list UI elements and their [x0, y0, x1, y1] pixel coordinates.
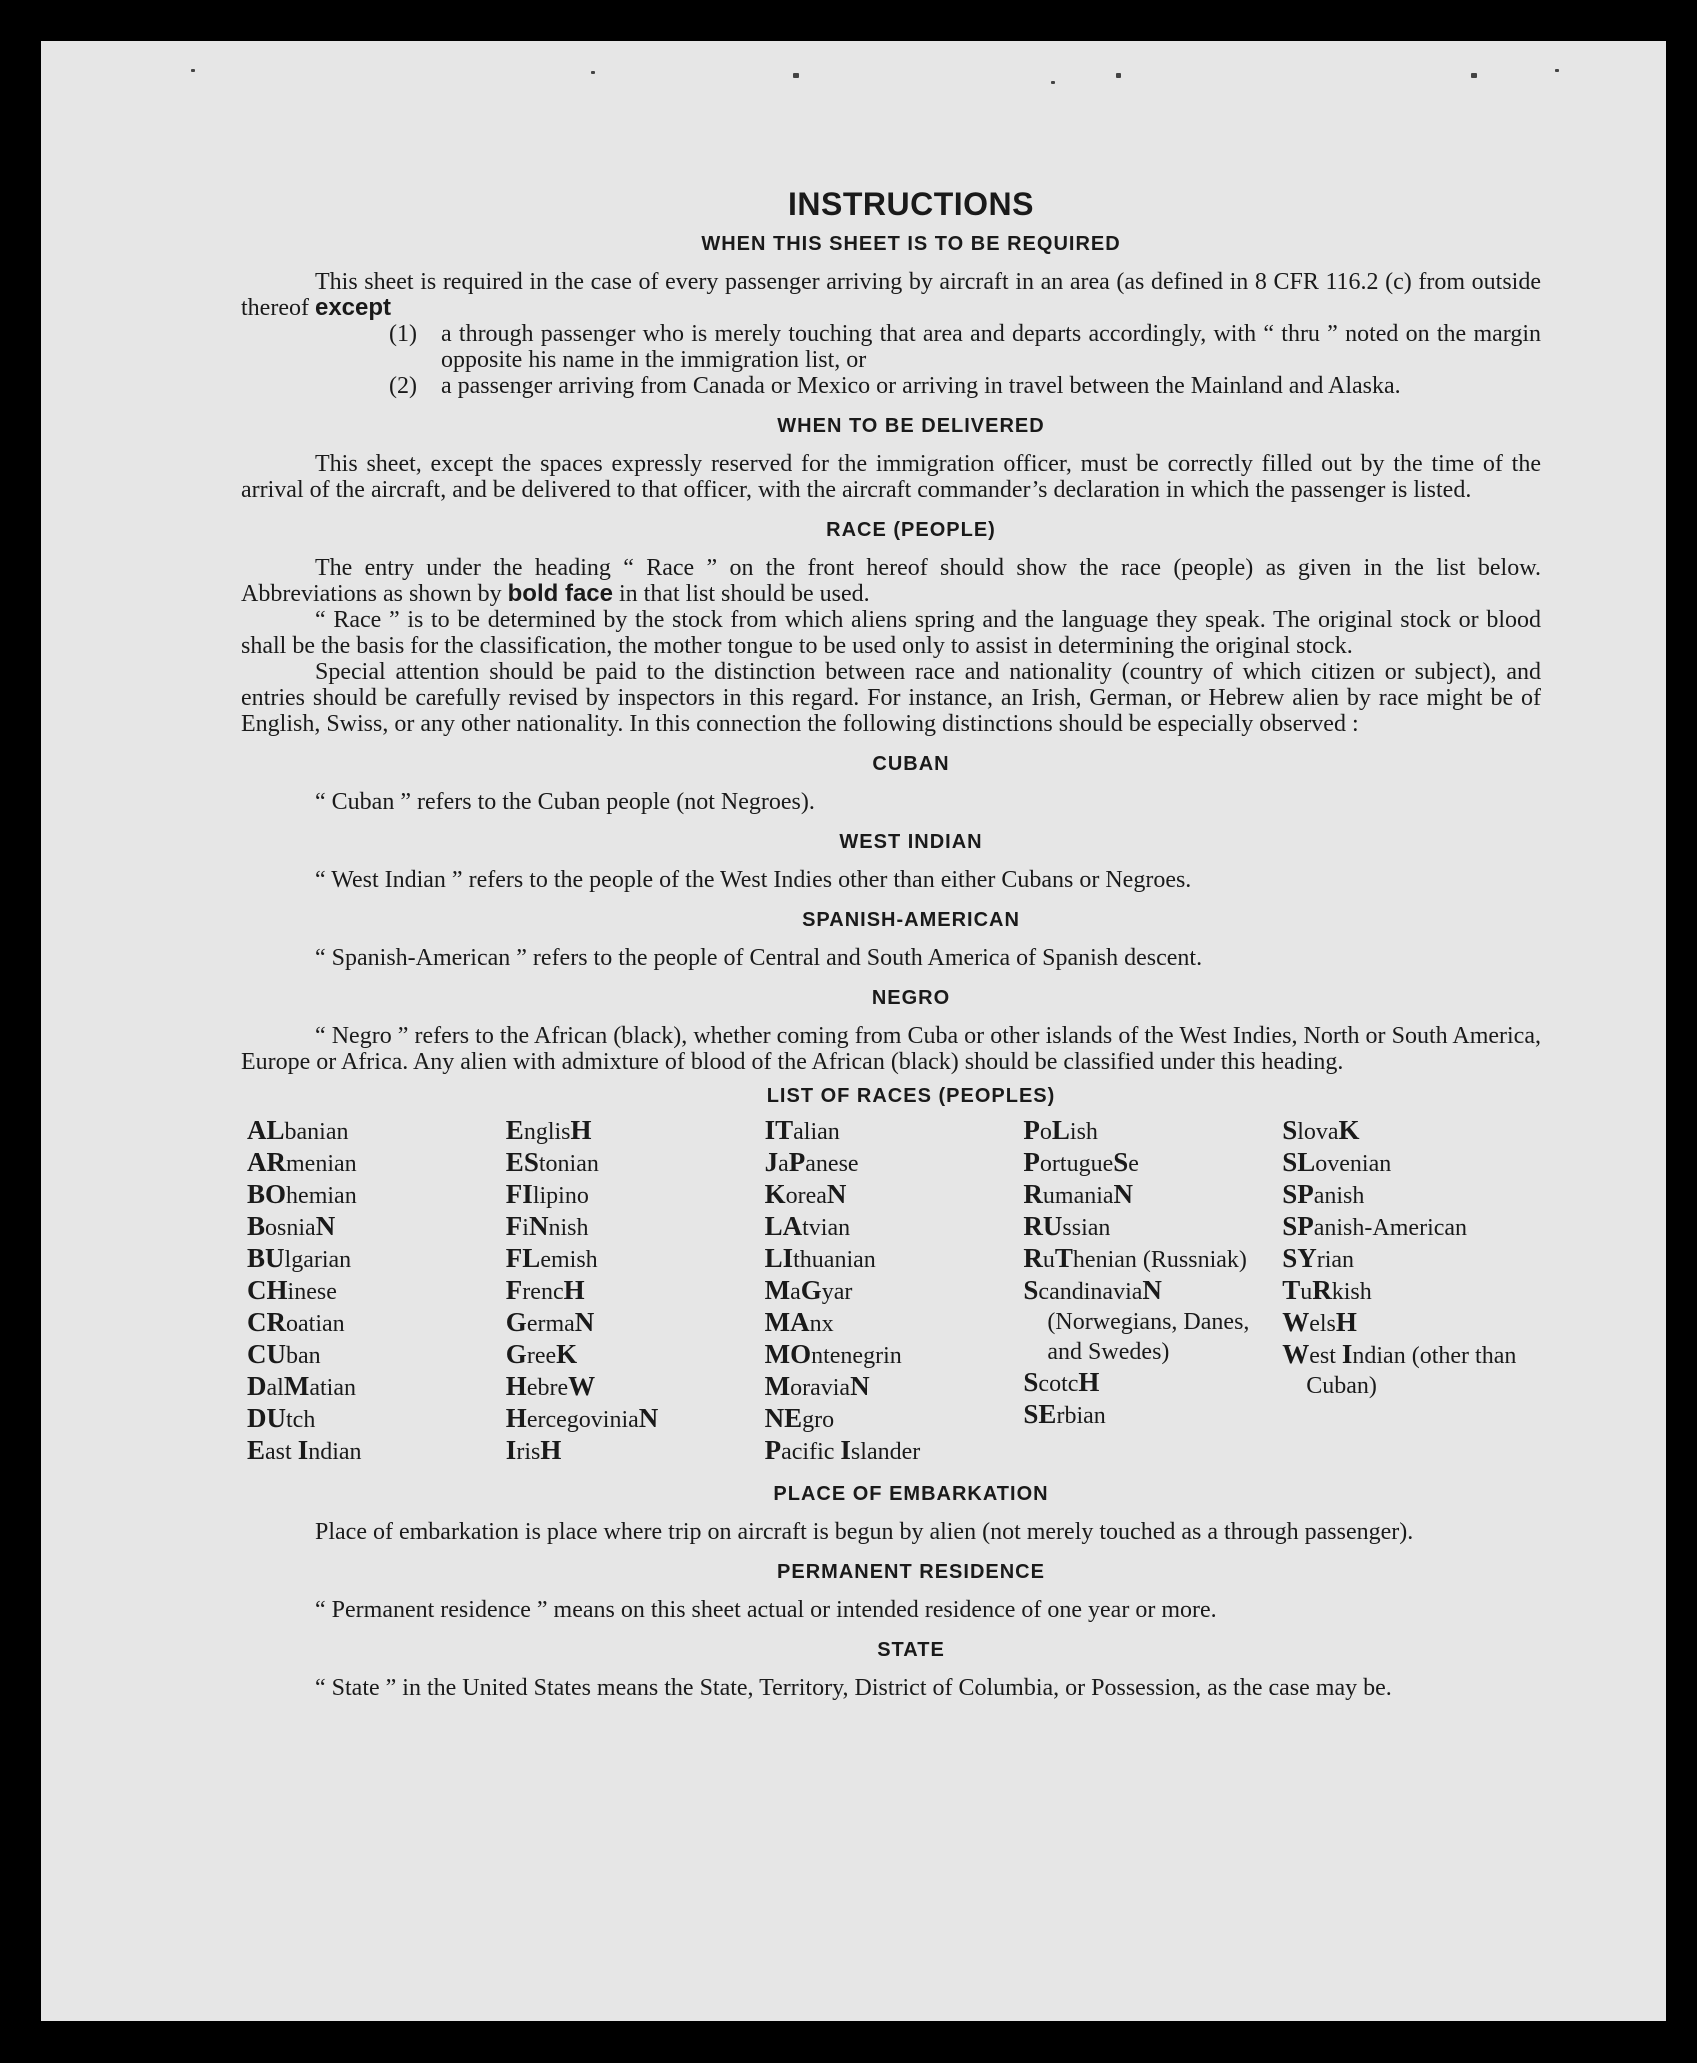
- race-entry: ARmenian: [247, 1147, 357, 1177]
- required-except: except: [314, 294, 392, 321]
- race-entry: KoreaN: [764, 1179, 847, 1209]
- heading-delivered: WHEN TO BE DELIVERED: [777, 415, 1045, 437]
- race-p1-b: in that list should be used.: [619, 581, 870, 607]
- exception-item-1: [389, 321, 1541, 373]
- race-entry: FLemish: [505, 1243, 598, 1273]
- race-entry: DUtch: [247, 1403, 316, 1433]
- race-entry: FrencH: [505, 1275, 585, 1305]
- paragraph-negro: “ Negro ” refers to the African (black), whether coming from Cuba or other islands of the West Indies, North or South America, Europe or Africa. Any alien with admixture of blood of the African (black) should be classified under this heading.: [241, 1023, 1541, 1075]
- race-entry: GreeK: [505, 1339, 578, 1369]
- heading-state: STATE: [877, 1639, 945, 1661]
- heading-cuban: CUBAN: [872, 753, 950, 775]
- race-entry: EStonian: [505, 1147, 599, 1177]
- race-entry: NEgro: [764, 1403, 835, 1433]
- exception-number: (2): [389, 373, 417, 399]
- scan-speck: [1116, 73, 1121, 78]
- race-entry: RumaniaN: [1023, 1179, 1134, 1209]
- paragraph-residence: “ Permanent residence ” means on this sheet actual or intended residence of one year or more.: [315, 1597, 1217, 1623]
- race-entry: BosniaN: [247, 1211, 336, 1241]
- race-entry: FIlipino: [505, 1179, 589, 1209]
- race-entry: RUssian: [1023, 1211, 1111, 1241]
- paragraph-embarkation: Place of embarkation is place where trip on aircraft is begun by alien (not merely touched as a through passenger).: [315, 1519, 1414, 1545]
- race-entry: PoLish: [1023, 1115, 1098, 1145]
- paragraph-state: “ State ” in the United States means the State, Territory, District of Columbia, or Possession, as the case may be.: [315, 1675, 1392, 1701]
- exception-item-2: [389, 373, 1541, 399]
- race-entry: HebreW: [505, 1371, 596, 1401]
- scan-speck: [1555, 69, 1559, 72]
- paragraph-west-indian: “ West Indian ” refers to the people of the West Indies other than either Cubans or Negroes.: [315, 867, 1192, 893]
- race-entry: MaGyar: [764, 1275, 853, 1305]
- race-entry: MOntenegrin: [764, 1339, 902, 1369]
- exception-text: a through passenger who is merely touching that area and departs accordingly, with “ thru ” noted on the margin opposite his name in the immigration list, or: [441, 321, 1541, 373]
- race-entry: East Indian: [247, 1435, 362, 1465]
- race-entry: DalMatian: [247, 1371, 356, 1401]
- paragraph-required: [241, 269, 1541, 321]
- race-column: [765, 1115, 1024, 1467]
- race-entry: MoraviaN: [764, 1371, 870, 1401]
- race-entry: SPanish-American: [1282, 1211, 1468, 1241]
- race-entry: BUlgarian: [247, 1243, 352, 1273]
- heading-embarkation: PLACE OF EMBARKATION: [773, 1483, 1049, 1505]
- race-p1-a: The entry under the heading “ Race ” on the front hereof should show the race (people) as given in the list below. Abbreviations as shown by: [241, 555, 1541, 607]
- race-entry: WelsH: [1282, 1307, 1357, 1337]
- race-entry: LAtvian: [764, 1211, 851, 1241]
- paragraph-spanish-american: “ Spanish-American ” refers to the people of Central and South America of Spanish descent.: [315, 945, 1203, 971]
- heading-west-indian: WEST INDIAN: [839, 831, 983, 853]
- scan-speck: [191, 69, 195, 72]
- scan-speck: [793, 73, 799, 78]
- paragraph-race-1: [241, 555, 1541, 607]
- race-entry: HercegoviniaN: [505, 1403, 659, 1433]
- race-entry: TuRkish: [1282, 1275, 1372, 1305]
- page-title: INSTRUCTIONS: [788, 186, 1034, 222]
- race-entry: PortugueSe: [1023, 1147, 1139, 1177]
- race-entry: SErbian: [1023, 1399, 1106, 1429]
- paragraph-delivered: This sheet, except the spaces expressly reserved for the immigration officer, must be correctly filled out by the time of the arrival of the aircraft, and be delivered to that officer, with the aircraft commander’s declaration in which the passenger is listed.: [241, 451, 1541, 503]
- race-entry: ScandinaviaN (Norwegians, Danes, and Swedes): [1023, 1275, 1250, 1365]
- race-entry: GermaN: [505, 1307, 595, 1337]
- scan-speck: [591, 71, 595, 74]
- race-entry: JaPanese: [764, 1147, 859, 1177]
- race-entry: West Indian (other than Cuban): [1282, 1339, 1517, 1399]
- race-entry: EnglisH: [505, 1115, 592, 1145]
- exception-text: a passenger arriving from Canada or Mexico or arriving in travel between the Mainland and Alaska.: [441, 373, 1401, 399]
- heading-residence: PERMANENT RESIDENCE: [777, 1561, 1045, 1583]
- heading-spanish-american: SPANISH-AMERICAN: [802, 909, 1020, 931]
- race-column: [506, 1115, 765, 1467]
- race-entry: ALbanian: [247, 1115, 349, 1145]
- scan-speck: [1051, 81, 1055, 84]
- race-entry: Pacific Islander: [764, 1435, 921, 1465]
- race-entry: SLovenian: [1282, 1147, 1392, 1177]
- race-entry: SPanish: [1282, 1179, 1365, 1209]
- race-entry: CHinese: [247, 1275, 337, 1305]
- heading-required: WHEN THIS SHEET IS TO BE REQUIRED: [701, 233, 1121, 255]
- paragraph-race-2: “ Race ” is to be determined by the stock from which aliens spring and the language they speak. The original stock or blood shall be the basis for the classification, the mother tongue to be used only to assist in determining the original stock.: [241, 607, 1541, 659]
- heading-race: RACE (PEOPLE): [826, 519, 996, 541]
- race-entry: RuThenian (Russniak): [1023, 1243, 1247, 1273]
- race-entry: SlovaK: [1282, 1115, 1360, 1145]
- race-column: [1023, 1115, 1282, 1467]
- race-entry: MAnx: [764, 1307, 834, 1337]
- heading-list-of-races: LIST OF RACES (PEOPLES): [766, 1085, 1056, 1107]
- race-entry: CRoatian: [247, 1307, 345, 1337]
- document-page: [41, 41, 1666, 2021]
- exception-number: (1): [389, 321, 417, 347]
- required-intro: This sheet is required in the case of every passenger arriving by aircraft in an area (as defined in 8 CFR 116.2 (c) from outside thereof: [241, 269, 1541, 321]
- race-entry: LIthuanian: [764, 1243, 876, 1273]
- race-entry: ITalian: [764, 1115, 840, 1145]
- race-column: [247, 1115, 506, 1467]
- race-entry: ScotcH: [1023, 1367, 1100, 1397]
- race-entry: FiNnish: [505, 1211, 589, 1241]
- race-p1-bold: bold face: [507, 580, 613, 607]
- race-entry: SYrian: [1282, 1243, 1355, 1273]
- race-list: [247, 1115, 1541, 1467]
- paragraph-race-3: Special attention should be paid to the distinction between race and nationality (country of which citizen or subject), and entries should be carefully revised by inspectors in this regard. For instance, an Irish, German, or Hebrew alien by race might be of English, Swiss, or any other nationality. In this connection the following distinctions should be especially observed :: [241, 659, 1541, 737]
- race-entry: IrisH: [505, 1435, 562, 1465]
- heading-negro: NEGRO: [871, 987, 951, 1009]
- scan-speck: [1471, 73, 1477, 78]
- instructions-body: [241, 186, 1541, 1701]
- paragraph-cuban: “ Cuban ” refers to the Cuban people (not Negroes).: [315, 789, 815, 815]
- race-column: [1282, 1115, 1541, 1467]
- race-entry: BOhemian: [247, 1179, 357, 1209]
- race-entry: CUban: [247, 1339, 321, 1369]
